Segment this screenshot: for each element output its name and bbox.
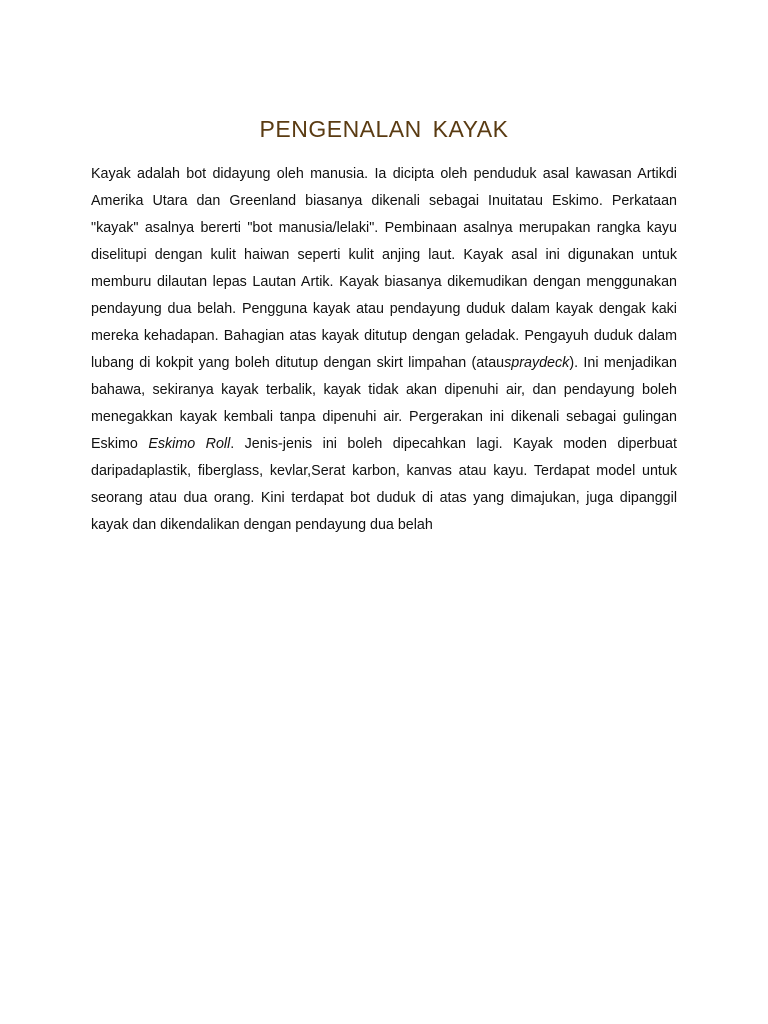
body-paragraph	[91, 161, 677, 539]
italic-term-spraydeck: spraydeck	[504, 355, 570, 371]
page-title: PENGENALAN KAYAK	[259, 116, 509, 142]
italic-term-eskimo-roll: Eskimo Roll	[148, 436, 231, 452]
paragraph-text-part-1: Kayak adalah bot didayung oleh manusia. Ia dicipta oleh penduduk asal kawasan Artikdi Amerika Utara dan Greenland biasanya dikenali sebagai Inuitatau Eskimo. Perkataan "kayak" asalnya bererti "bot manusia/lelaki". Pembinaan asalnya merupakan rangka kayu diselitupi dengan kulit haiwan seperti kulit anjing laut. Kayak asal ini digunakan untuk memburu dilautan lepas Lautan Artik. Kayak biasanya dikemudikan dengan menggunakan pendayung dua belah. Pengguna kayak atau pendayung duduk dalam kayak dengak kaki mereka kehadapan. Bahagian atas kayak ditutup dengan geladak. Pengayuh duduk dalam lubang di kokpit yang boleh ditutup dengan skirt limpahan (atau	[91, 166, 677, 371]
paragraph-text-part-3: . Jenis-jenis ini boleh dipecahkan lagi. Kayak moden diperbuat daripadaplastik, fiberglass, kevlar,Serat karbon, kanvas atau kayu. Terdapat model untuk seorang atau dua orang. Kini terdapat bot duduk di atas yang dimajukan, juga dipanggil kayak dan dikendalikan dengan pendayung dua belah	[91, 436, 677, 533]
paragraph-text-part-2: ). Ini menjadikan bahawa, sekiranya kayak terbalik, kayak tidak akan dipenuhi air, dan pendayung boleh menegakkan kayak kembali tanpa dipenuhi air. Pergerakan ini dikenali sebagai gulingan Eskimo	[91, 355, 677, 452]
